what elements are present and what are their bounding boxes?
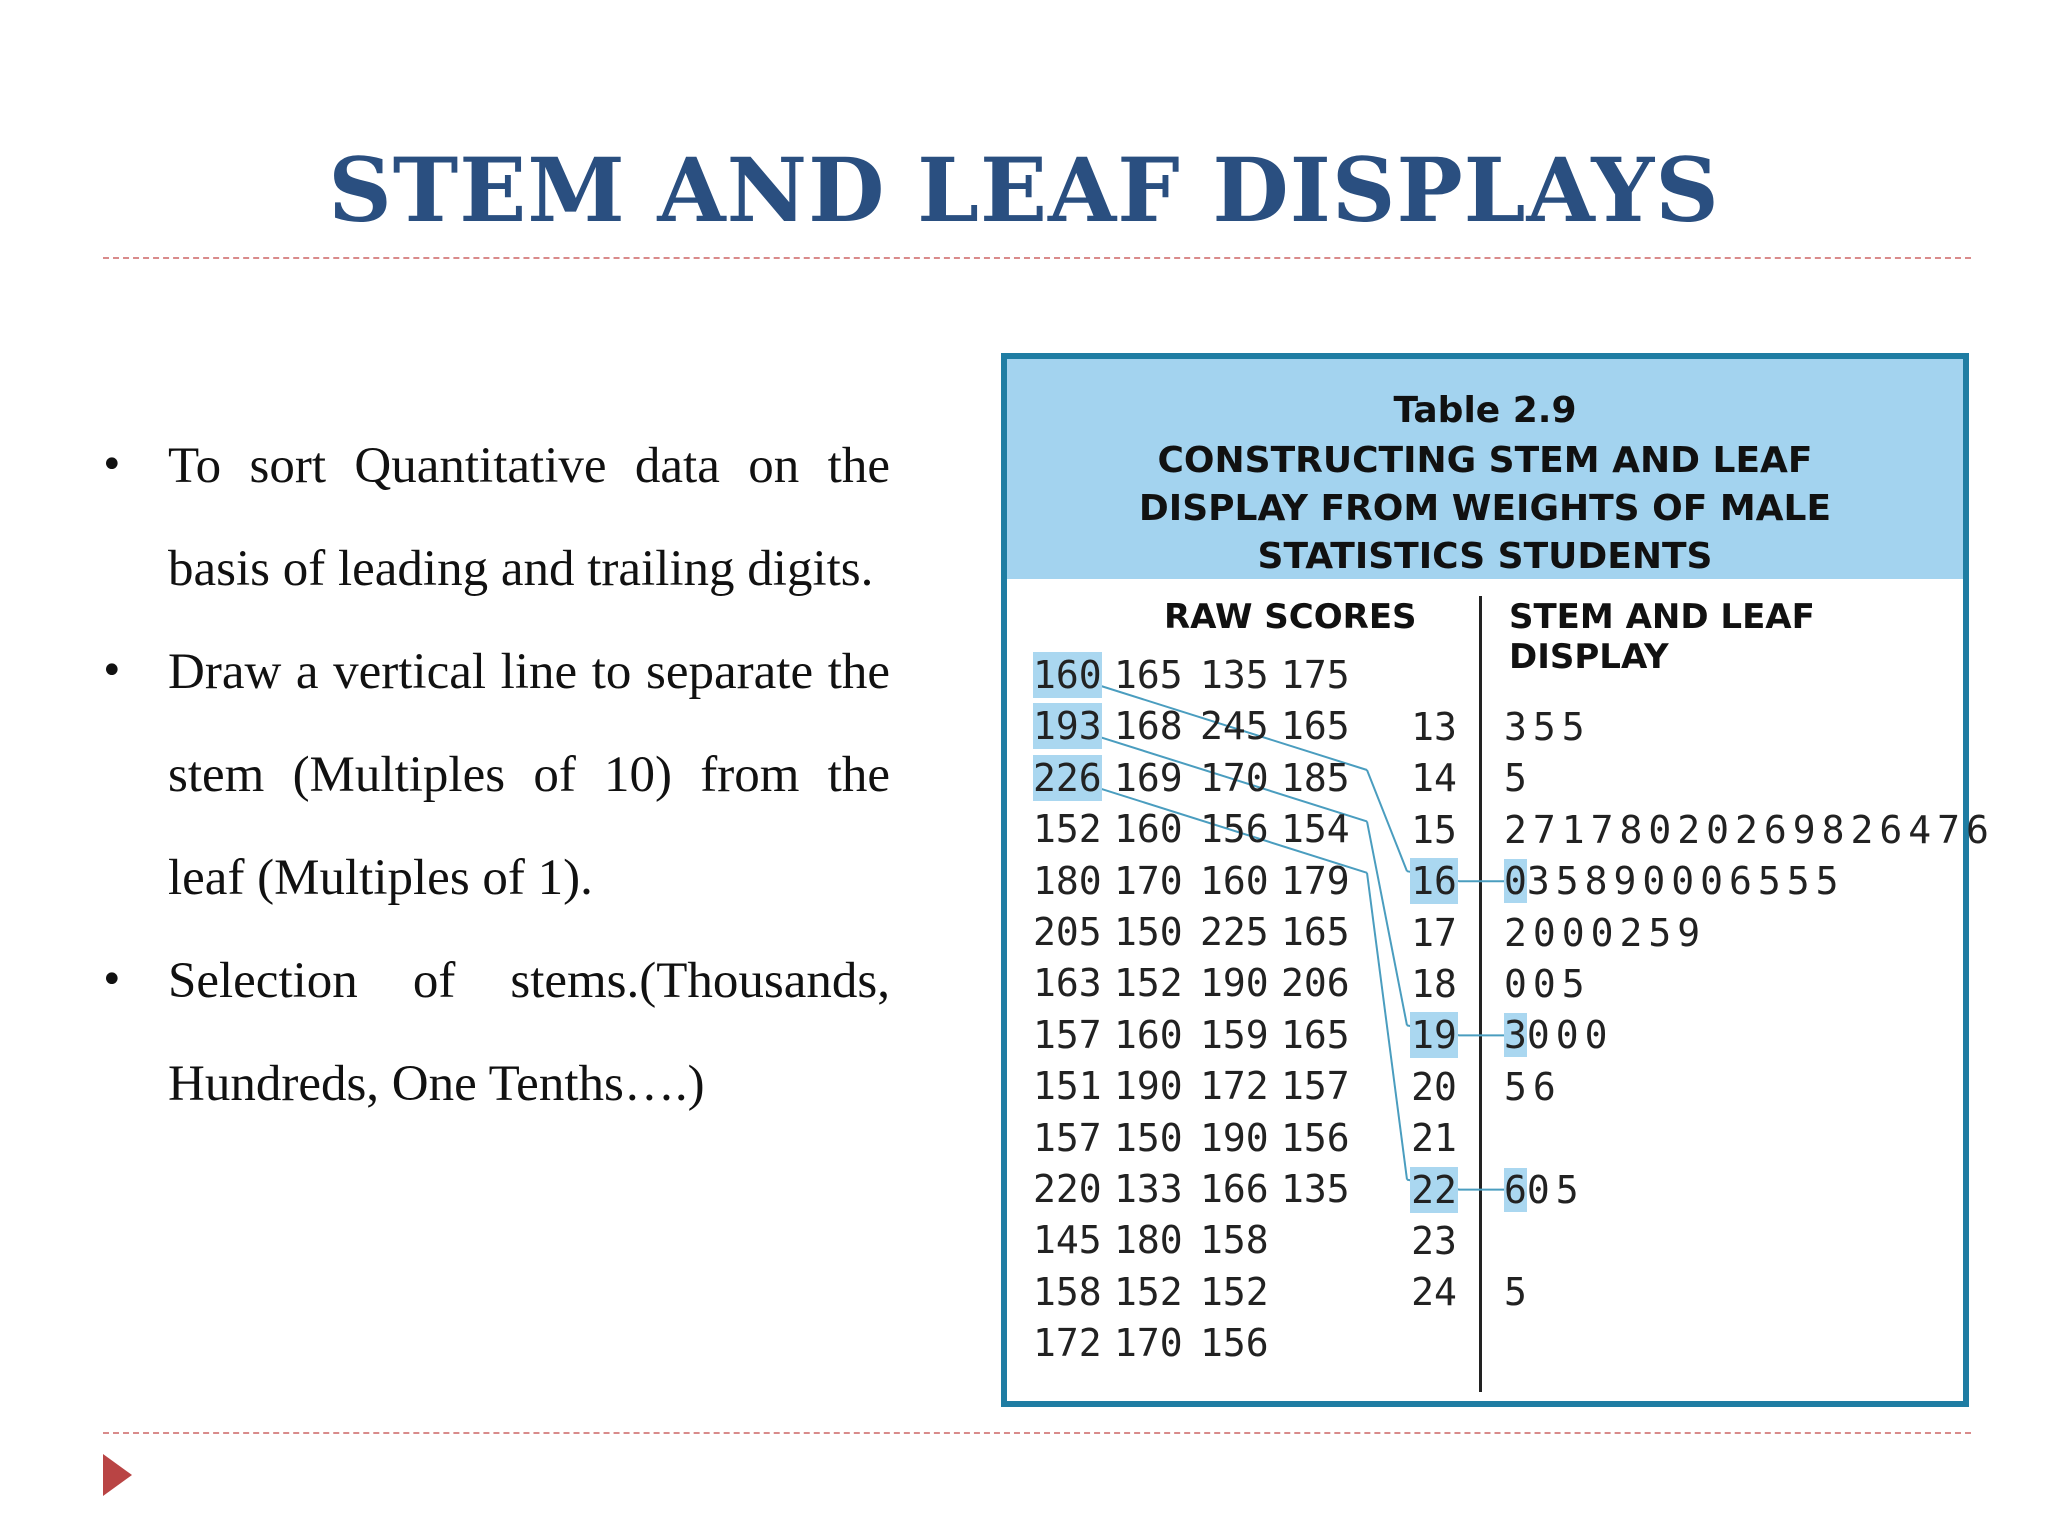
- raw-score-cell: 135: [1200, 653, 1269, 697]
- bottom-dashed-rule: [103, 1432, 1971, 1434]
- raw-score-cell: 226: [1033, 755, 1102, 800]
- table-title: CONSTRUCTING STEM AND LEAF DISPLAY FROM WEIGHTS OF MALE STATISTICS STUDENTS: [1138, 440, 1832, 577]
- stem-value: 21: [1411, 1116, 1457, 1161]
- raw-scores-heading: RAW SCORES: [1164, 597, 1417, 637]
- top-dashed-rule: [103, 257, 1971, 259]
- raw-score-cell: 156: [1281, 1115, 1350, 1160]
- raw-score-cell: 145: [1033, 1218, 1102, 1263]
- raw-score-cell: 156: [1200, 807, 1269, 852]
- raw-score-cell: 185: [1281, 755, 1350, 800]
- bullet-list: [100, 415, 890, 1136]
- raw-score-cell: 152: [1200, 1269, 1269, 1314]
- bullet-dot-icon: •: [100, 957, 124, 1003]
- stem-leaf-table-figure: [1001, 353, 1995, 1407]
- raw-score-cell: 152: [1114, 961, 1183, 1006]
- stem-value: 24: [1411, 1270, 1457, 1315]
- stem-value: 13: [1411, 705, 1457, 749]
- raw-score-cell: 160: [1033, 653, 1102, 697]
- raw-score-cell: 157: [1033, 1012, 1102, 1057]
- raw-score-cell: 170: [1114, 1321, 1183, 1366]
- raw-score-cell: 169: [1114, 755, 1183, 800]
- raw-score-cell: 193: [1033, 704, 1102, 749]
- raw-score-cell: 158: [1033, 1269, 1102, 1314]
- raw-score-cell: 175: [1281, 653, 1350, 697]
- raw-score-cell: 163: [1033, 961, 1102, 1006]
- raw-score-cell: 165: [1281, 1012, 1350, 1057]
- raw-score-cell: 190: [1200, 1115, 1269, 1160]
- raw-score-cell: 156: [1200, 1321, 1269, 1366]
- leaf-values: 56: [1504, 1064, 1562, 1109]
- raw-score-cell: 157: [1281, 1064, 1350, 1109]
- raw-score-cell: 157: [1033, 1115, 1102, 1160]
- leaf-values: 035890006555: [1504, 859, 1845, 904]
- raw-score-cell: 172: [1200, 1064, 1269, 1109]
- stem-value: 17: [1411, 910, 1457, 955]
- bullet-text: Selection of stems.(Thousands, Hundreds, One Tenths….): [168, 953, 890, 1112]
- bullet-dot-icon: •: [100, 648, 124, 694]
- raw-score-cell: 150: [1114, 1115, 1183, 1160]
- leaf-values: 5: [1504, 1270, 1533, 1315]
- stem-value: 23: [1411, 1219, 1457, 1263]
- stem-value: 14: [1411, 756, 1457, 801]
- raw-score-cell: 166: [1200, 1167, 1269, 1211]
- raw-score-cell: 152: [1033, 807, 1102, 852]
- bullet-dot-icon: •: [100, 442, 124, 488]
- leaf-values: 3000: [1504, 1013, 1614, 1058]
- raw-score-cell: 190: [1200, 961, 1269, 1006]
- stem-value: 15: [1411, 807, 1457, 852]
- bullet-item: [100, 621, 890, 930]
- stem-value: 19: [1411, 1013, 1457, 1058]
- leaf-values: 27178020269826476: [1504, 807, 1995, 852]
- raw-score-cell: 165: [1281, 910, 1350, 954]
- bullet-text: Draw a vertical line to separate the stem (Multiples of 10) from the leaf (Multiples of 1).: [168, 644, 890, 906]
- raw-score-cell: 165: [1281, 704, 1350, 749]
- raw-score-cell: 245: [1200, 704, 1269, 749]
- raw-score-cell: 133: [1114, 1167, 1183, 1211]
- raw-score-cell: 159: [1200, 1012, 1269, 1057]
- stem-value: 16: [1411, 859, 1457, 904]
- raw-score-cell: 151: [1033, 1064, 1102, 1109]
- raw-score-cell: 180: [1114, 1218, 1183, 1263]
- slide-title: STEM AND LEAF DISPLAYS: [328, 138, 1720, 242]
- raw-score-cell: 135: [1281, 1167, 1350, 1211]
- stem-value: 22: [1411, 1167, 1457, 1212]
- raw-score-cell: 160: [1114, 807, 1183, 852]
- raw-score-cell: 206: [1281, 961, 1350, 1006]
- raw-score-cell: 205: [1033, 910, 1102, 954]
- nav-arrow-icon: [103, 1454, 132, 1496]
- raw-score-cell: 190: [1114, 1064, 1183, 1109]
- bullet-text: To sort Quantitative data on the basis of leading and trailing digits.: [168, 438, 890, 597]
- raw-score-cell: 165: [1114, 653, 1183, 697]
- stem-leaf-heading: STEM AND LEAF DISPLAY: [1509, 597, 1815, 677]
- table-number: Table 2.9: [1393, 390, 1577, 431]
- stem-value: 20: [1411, 1064, 1457, 1109]
- leaf-values: 355: [1504, 705, 1591, 749]
- raw-score-cell: 170: [1200, 755, 1269, 800]
- raw-score-cell: 225: [1200, 910, 1269, 954]
- raw-score-cell: 220: [1033, 1167, 1102, 1211]
- leaf-values: 5: [1504, 756, 1533, 801]
- raw-score-cell: 179: [1281, 858, 1350, 903]
- raw-score-cell: 160: [1200, 858, 1269, 903]
- raw-score-cell: 150: [1114, 910, 1183, 954]
- raw-score-cell: 170: [1114, 858, 1183, 903]
- stem-value: 18: [1411, 962, 1457, 1006]
- bullet-item: [100, 930, 890, 1136]
- leaf-values: 2000259: [1504, 910, 1707, 955]
- leaf-values: 605: [1504, 1167, 1585, 1212]
- raw-score-cell: 172: [1033, 1321, 1102, 1366]
- raw-score-cell: 180: [1033, 858, 1102, 903]
- raw-score-cell: 160: [1114, 1012, 1183, 1057]
- bullet-item: [100, 415, 890, 621]
- leaf-values: 005: [1504, 962, 1591, 1006]
- raw-score-cell: 158: [1200, 1218, 1269, 1263]
- raw-score-cell: 168: [1114, 704, 1183, 749]
- raw-score-cell: 154: [1281, 807, 1350, 852]
- raw-score-cell: 152: [1114, 1269, 1183, 1314]
